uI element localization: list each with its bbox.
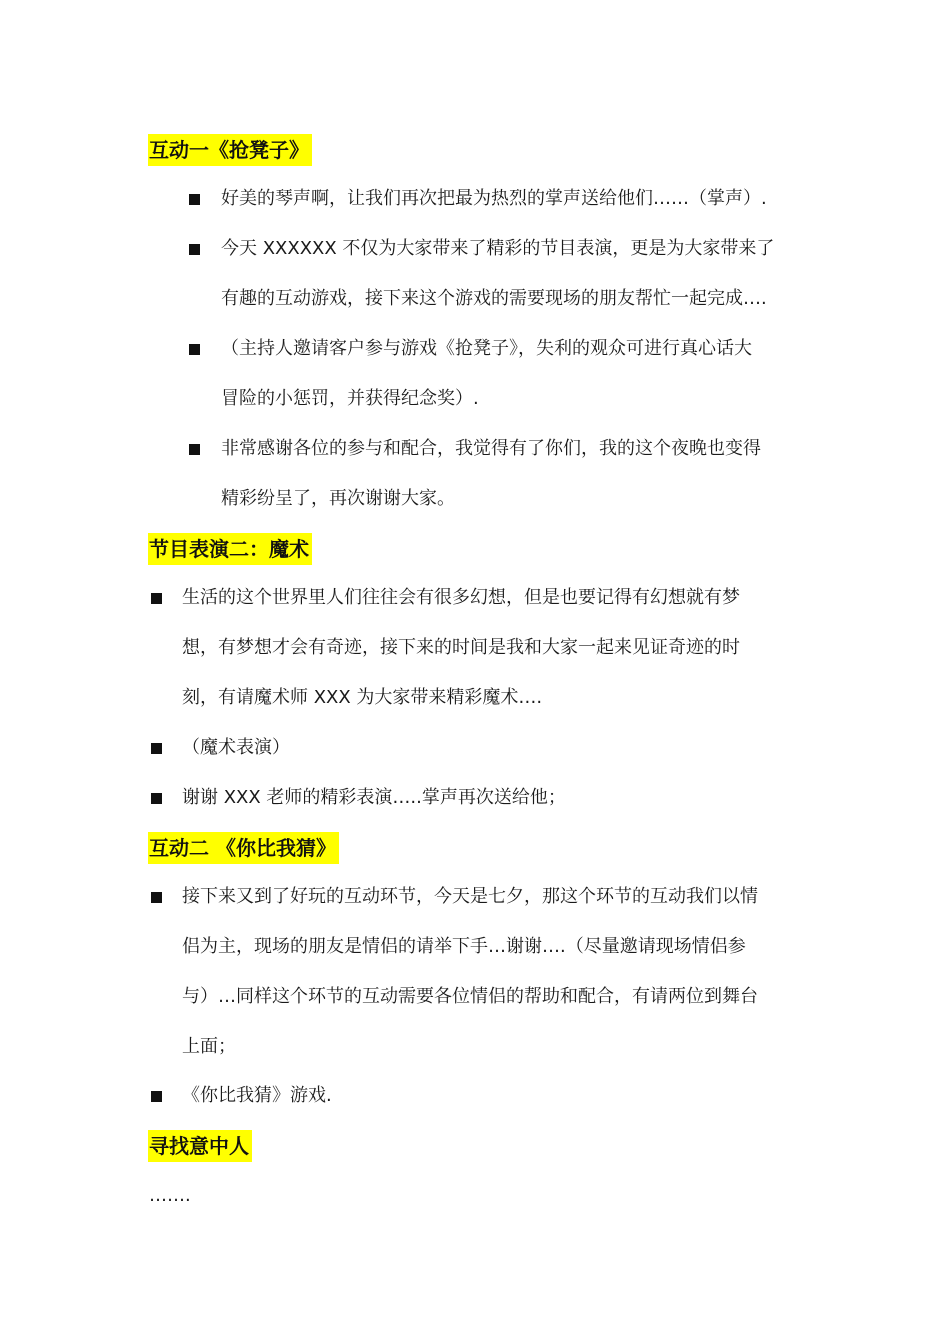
trailing-ellipsis: ……. — [149, 1185, 191, 1206]
bullet-square-icon — [189, 444, 200, 455]
list-item-line: 精彩纷呈了，再次谢谢大家。 — [221, 488, 455, 509]
list-item-line: 生活的这个世界里人们往往会有很多幻想，但是也要记得有幻想就有梦 — [182, 587, 740, 608]
list-item-line: 接下来又到了好玩的互动环节，今天是七夕，那这个环节的互动我们以情 — [182, 886, 758, 907]
list-item-line: （魔术表演） — [182, 737, 290, 758]
list-item-line: 刻，有请魔术师 XXX 为大家带来精彩魔术…. — [182, 687, 543, 708]
bullet-square-icon — [151, 1091, 162, 1102]
list-item-line: 有趣的互动游戏，接下来这个游戏的需要现场的朋友帮忙一起完成…. — [221, 288, 767, 309]
bullet-square-icon — [189, 194, 200, 205]
section-heading: 寻找意中人 — [148, 1130, 252, 1162]
list-item-line: 好美的琴声啊，让我们再次把最为热烈的掌声送给他们……（掌声）. — [221, 188, 767, 209]
list-item-line: 与）…同样这个环节的互动需要各位情侣的帮助和配合，有请两位到舞台 — [182, 986, 758, 1007]
list-item-line: 谢谢 XXX 老师的精彩表演…..掌声再次送给他； — [182, 787, 566, 808]
bullet-square-icon — [151, 793, 162, 804]
list-item-line: （主持人邀请客户参与游戏《抢凳子》，失利的观众可进行真心话大 — [221, 338, 752, 359]
bullet-square-icon — [189, 244, 200, 255]
bullet-square-icon — [189, 344, 200, 355]
list-item-line: 侣为主，现场的朋友是情侣的请举下手…谢谢….（尽量邀请现场情侣参 — [182, 936, 746, 957]
list-item-line: 今天 XXXXXX 不仅为大家带来了精彩的节目表演，更是为大家带来了 — [221, 238, 775, 259]
bullet-square-icon — [151, 892, 162, 903]
bullet-square-icon — [151, 593, 162, 604]
section-heading: 互动一《抢凳子》 — [148, 134, 312, 166]
list-item-line: 想，有梦想才会有奇迹，接下来的时间是我和大家一起来见证奇迹的时 — [182, 637, 740, 658]
bullet-square-icon — [151, 743, 162, 754]
section-heading: 节目表演二：魔术 — [148, 533, 312, 565]
list-item-line: 上面； — [182, 1036, 236, 1057]
list-item-line: 《你比我猜》游戏. — [182, 1085, 332, 1106]
list-item-line: 冒险的小惩罚，并获得纪念奖）. — [221, 388, 479, 409]
section-heading: 互动二 《你比我猜》 — [148, 832, 339, 864]
list-item-line: 非常感谢各位的参与和配合，我觉得有了你们，我的这个夜晚也变得 — [221, 438, 761, 459]
